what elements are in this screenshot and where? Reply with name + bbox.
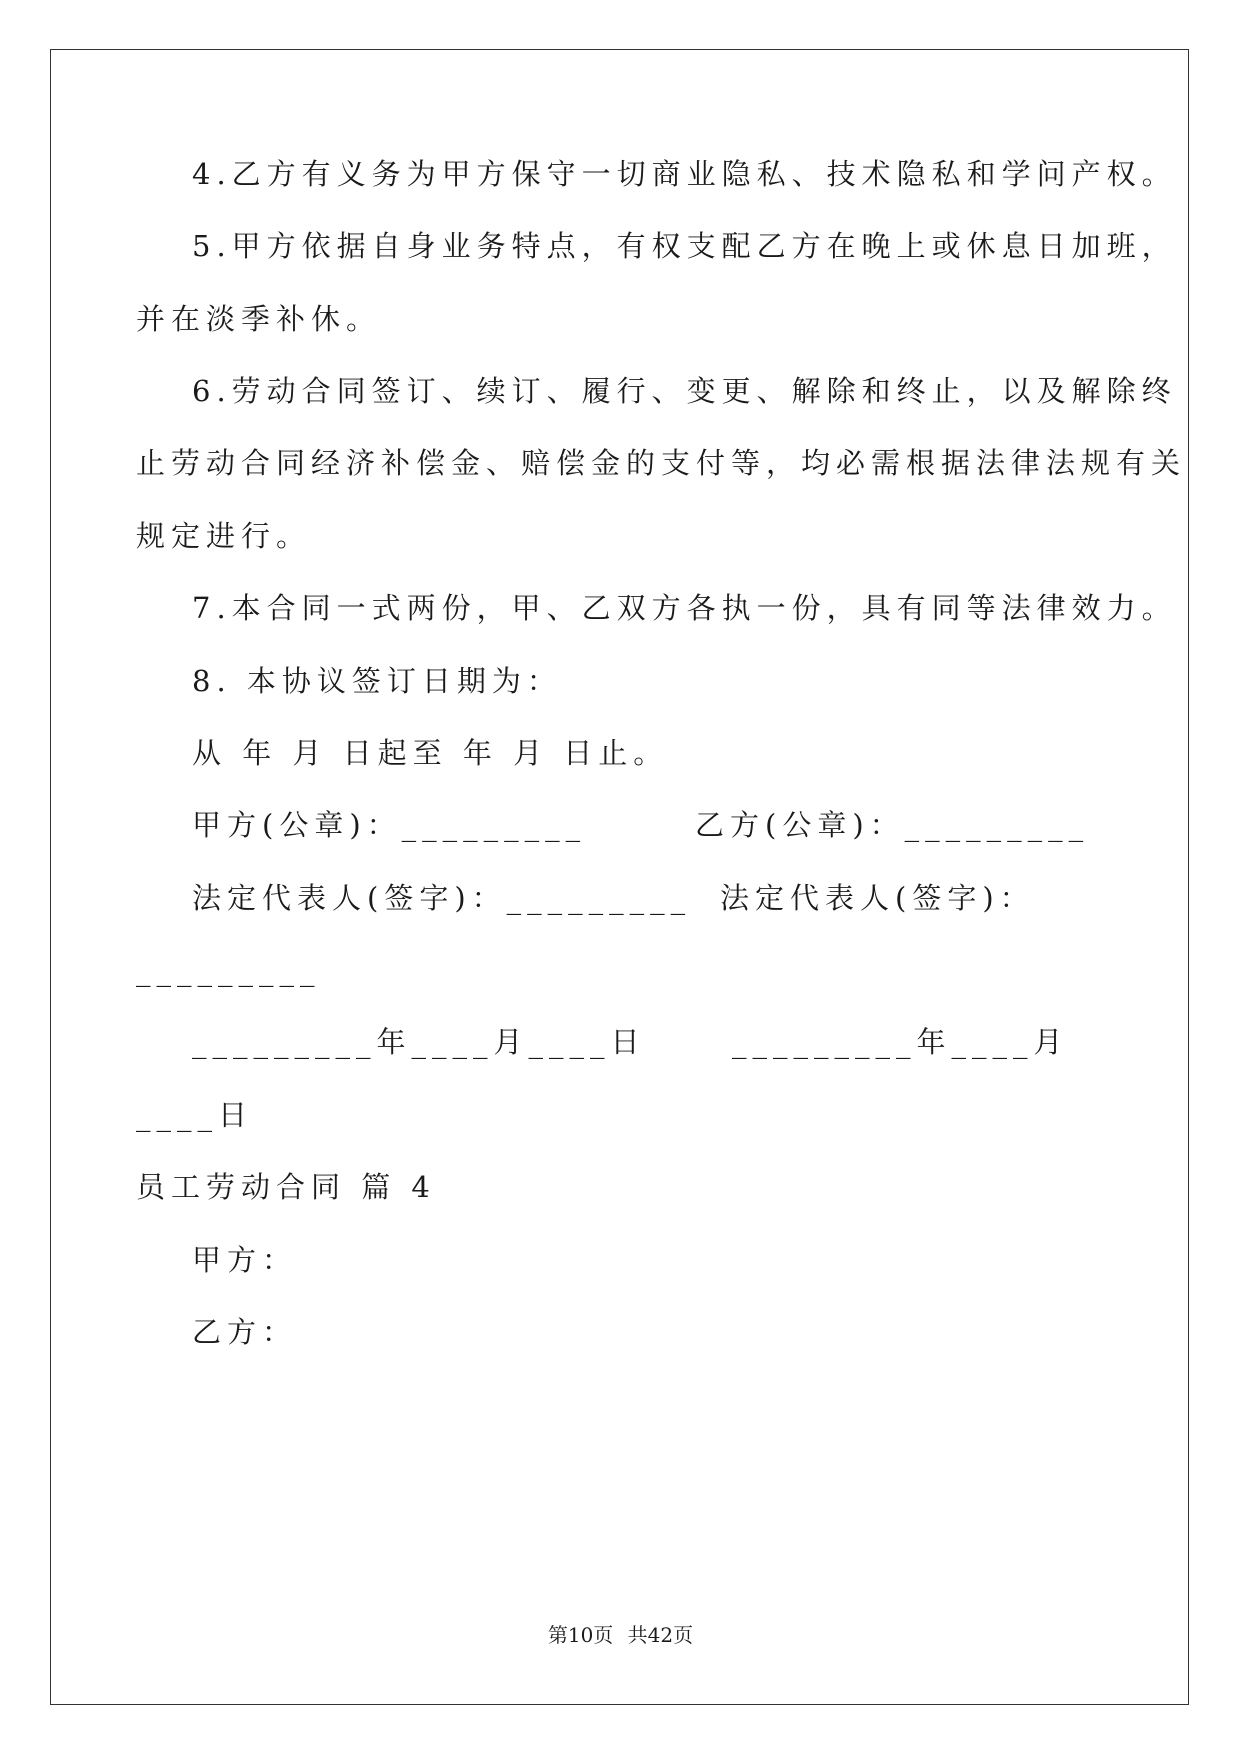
clause-7: 7.本合同一式两份，甲、乙双方各执一份，具有同等法律效力。 bbox=[192, 591, 1177, 625]
total-page-count: 共42页 bbox=[627, 1623, 694, 1647]
party-a-label: 甲方： bbox=[192, 1243, 298, 1277]
party-b-representative-blank: _________ bbox=[136, 953, 321, 987]
contract-period: 从 年 月 日起至 年 月 日止。 bbox=[192, 736, 669, 770]
party-a-representative: 法定代表人(签字)：_________ bbox=[192, 881, 692, 915]
page-footer bbox=[0, 1625, 1241, 1645]
party-b-date-day: ____日 bbox=[136, 1098, 254, 1132]
current-page-number: 第10页 bbox=[547, 1623, 614, 1647]
party-a-seal: 甲方(公章)：_________ bbox=[192, 808, 587, 842]
party-b-seal: 乙方(公章)：_________ bbox=[695, 808, 1090, 842]
party-b-representative: 法定代表人(签字)： bbox=[720, 881, 1035, 915]
party-a-date: _________年____月____日 bbox=[192, 1025, 646, 1059]
clause-4: 4.乙方有义务为甲方保守一切商业隐私、技术隐私和学问产权。 bbox=[192, 157, 1177, 191]
party-b-label: 乙方： bbox=[192, 1315, 298, 1349]
clause-8: 8. 本协议签订日期为： bbox=[192, 664, 562, 698]
clause-5-line-1: 5.甲方依据自身业务特点，有权支配乙方在晚上或休息日加班， bbox=[192, 229, 1177, 263]
clause-6-line-2: 止劳动合同经济补偿金、赔偿金的支付等，均必需根据法律法规有关 bbox=[136, 446, 1187, 480]
party-b-date: _________年____月 bbox=[732, 1025, 1069, 1059]
clause-6-line-1: 6.劳动合同签订、续订、履行、变更、解除和终止，以及解除终 bbox=[192, 374, 1177, 408]
page-border bbox=[50, 49, 1189, 1705]
clause-5-line-2: 并在淡季补休。 bbox=[136, 302, 382, 336]
section-title: 员工劳动合同 篇 4 bbox=[136, 1170, 436, 1204]
clause-6-line-3: 规定进行。 bbox=[136, 519, 312, 553]
